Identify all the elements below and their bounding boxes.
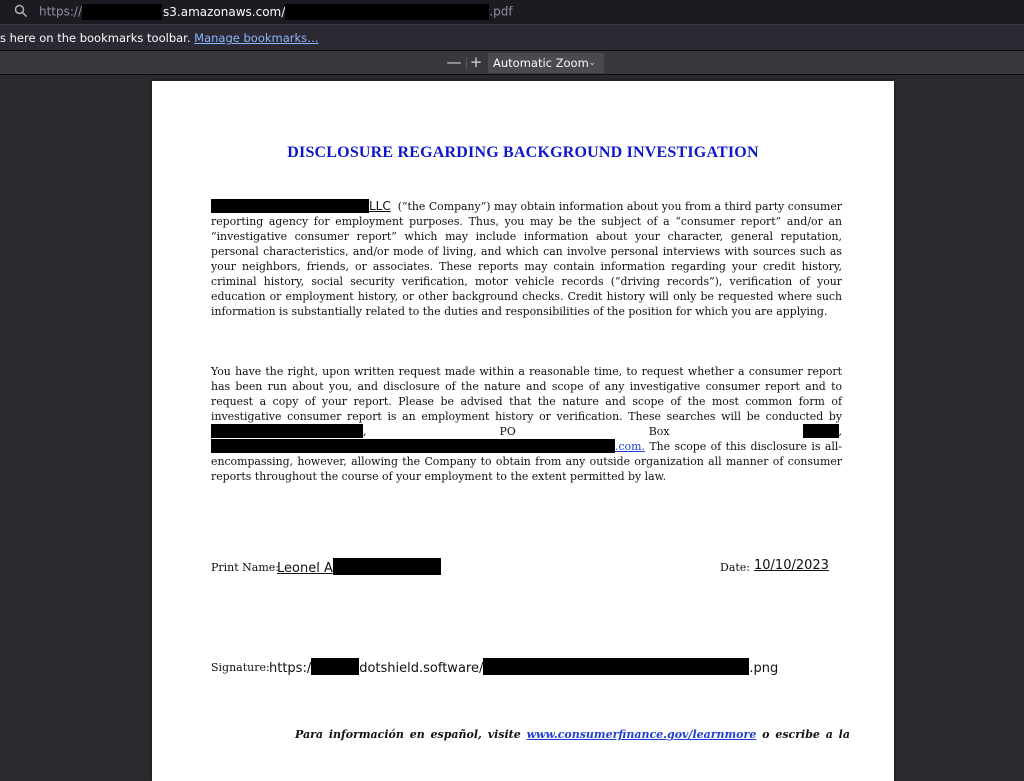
toolbar-separator [466,57,467,69]
chevron-down-icon: ⌄ [588,58,596,68]
print-name-value [277,558,441,576]
signature-mid: dotshield.software/ [359,661,484,676]
paragraph-2-text-b: The scope of this disclosure is all-encompassing, however, allowing the Company to obtain from any outside organization all manner of consumer reports throughout the course of your employment to the extent permitted by law. [211,440,842,483]
company-suffix: LLC [369,199,391,213]
url-prefix: https:// [39,4,83,19]
signature-suffix: .png [749,661,779,676]
signature-label: Signature: [211,661,270,674]
print-name-text: Leonel A [277,561,333,576]
redaction [333,558,441,575]
pdf-viewer[interactable] [0,75,1024,741]
pdf-toolbar [0,50,1024,75]
zoom-select[interactable] [488,53,604,73]
url-host: s3.amazonaws.com/ [163,4,286,19]
zoom-out-button[interactable]: — [446,53,462,71]
bookmarks-hint-text: s here on the bookmarks toolbar. [0,31,191,45]
redaction [211,439,615,453]
signature-value [269,658,778,676]
redaction [82,4,162,20]
redaction [803,424,839,438]
company-website-link[interactable]: .com. [615,440,645,453]
zoom-in-button[interactable]: + [469,53,483,71]
paragraph-2-text-a: You have the right, upon written request made within a reasonable time, to request whether a consumer report has been run about you, and disclosure of the nature and scope of any investigative consumer report and to request a copy of your report. Please be advised that the nature and scope of the most common form of investigative consumer report is an employment history or verification. These searches will be conducted by [211,365,842,423]
signature-prefix: https:/ [269,661,312,676]
spanish-suffix: o escribe a la [762,728,850,741]
redaction [211,199,369,213]
search-icon [14,4,28,18]
manage-bookmarks-link[interactable]: Manage bookmarks… [194,31,319,45]
redaction [211,424,363,438]
document-title: DISCLOSURE REGARDING BACKGROUND INVESTIGATION [287,144,759,161]
print-name-label: Print Name: [211,561,280,574]
url-bar[interactable] [0,0,1024,24]
date-label: Date: [720,561,751,574]
redaction [285,4,489,20]
spanish-prefix: Para información en español, visite [295,728,521,741]
date-value: 10/10/2023 [754,558,829,573]
paragraph-rights [211,364,842,484]
zoom-value: Automatic Zoom [493,56,589,70]
url-suffix: .pdf [489,4,513,19]
url-text[interactable] [39,4,513,20]
paragraph-disclosure [211,199,842,319]
redaction [483,658,749,675]
po-box-label: , PO Box [363,425,670,438]
bookmarks-hint [0,31,319,45]
spanish-notice [295,728,850,741]
consumerfinance-link[interactable]: www.consumerfinance.gov/learnmore [526,728,757,741]
comma: , [838,425,843,438]
bookmarks-toolbar [0,24,1024,50]
pdf-page [152,81,894,781]
redaction [311,658,359,675]
paragraph-1-text: (“the Company”) may obtain information about you from a third party consumer reporting agency for employment purposes. Thus, you may be the subject of a “consumer report” and/or an “investigative consumer report” which may include information about your character, general reputation, personal characteristics, and/or mode of living, and which can involve personal interviews with sources such as your neighbors, friends, or associates. These reports may contain information regarding your credit history, criminal history, social security verification, motor vehicle records (“driving records”), verification of your education or employment history, or other background checks. Credit history will only be requested where such information is substantially related to the duties and responsibilities of the position for which you are applying. [211,200,842,318]
